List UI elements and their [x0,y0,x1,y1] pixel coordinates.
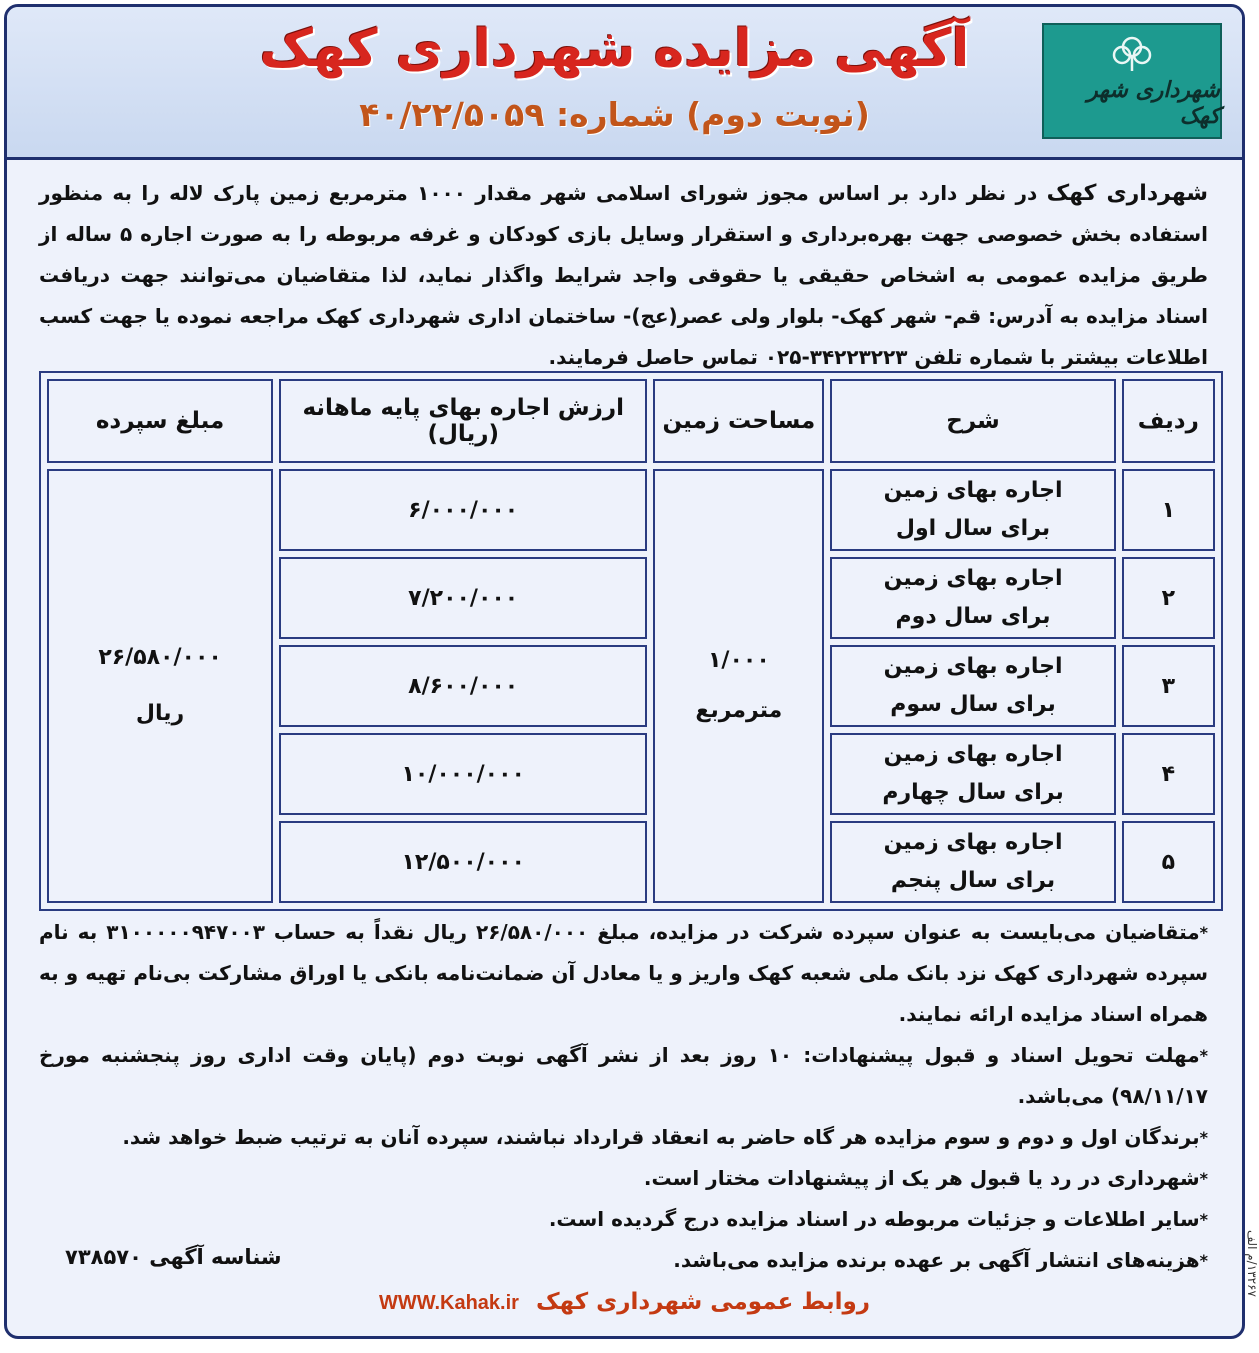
land-area-cell [653,469,824,903]
header-monthly-rent-line1: ارزش اجاره بهای پایه ماهانه [302,395,624,421]
row-description [830,821,1115,903]
terms-item: *سایر اطلاعات و جزئیات مربوطه در اسناد مزایده درج گردیده است. [548,1207,1208,1231]
deposit-cell [47,469,273,903]
terms-item: *برندگان اول و دوم و سوم مزایده هر گاه حاضر به انعقاد قرارداد نباشند، سپرده آنان به ترتیب ضبط خواهد شد. [122,1125,1208,1149]
row-monthly-rent: ۶/۰۰۰/۰۰۰ [279,469,647,551]
row-description-line1: اجاره بهای زمین [883,478,1063,503]
row-monthly-rent: ۱۲/۵۰۰/۰۰۰ [279,821,647,903]
row-description-line1: اجاره بهای زمین [883,742,1063,767]
row-number: ۳ [1122,645,1215,727]
table-header-row [47,379,1215,463]
row-monthly-rent: ۱۰/۰۰۰/۰۰۰ [279,733,647,815]
row-description-line1: اجاره بهای زمین [883,654,1063,679]
terms-item: *شهرداری در رد یا قبول هر یک از پیشنهادات مختار است. [643,1166,1208,1190]
header-row-number: ردیف [1122,379,1215,463]
intro-paragraph [39,173,1208,378]
terms-item: *مهلت تحویل اسناد و قبول پیشنهادات: ۱۰ روز بعد از نشر آگهی نوبت دوم (پایان وقت اداری روز پنجشنبه مورخ ۹۸/۱۱/۱۷) می‌باشد. [39,1043,1209,1108]
row-description-line1: اجاره بهای زمین [883,566,1063,591]
footer [7,1289,1242,1315]
header-deposit: مبلغ سپرده [47,379,273,463]
header-description: شرح [830,379,1115,463]
row-number: ۱ [1122,469,1215,551]
ad-header [7,7,1242,160]
deposit-value: ۲۶/۵۸۰/۰۰۰ [98,645,222,670]
row-monthly-rent: ۸/۶۰۰/۰۰۰ [279,645,647,727]
terms-item-text: متقاضیان می‌بایست به عنوان سپرده شرکت در مزایده، مبلغ ۲۶/۵۸۰/۰۰۰ ریال نقداً به حساب ۳۱۰۰۰۰۰۹۴۷۰۰۳ به نام سپرده شهرداری کهک نزد بانک ملی شعبه کهک واریز و یا معادل آن ضمانت‌نامه بانکی یا اوراق مشارکت بی‌نام تهیه و به همراه اسناد مزایده ارائه نمایند. [39,920,1208,1026]
terms-item-text: سایر اطلاعات و جزئیات مربوطه در اسناد مزایده درج گردیده است. [548,1207,1200,1231]
row-description-line2: برای سال اول [895,516,1051,541]
row-number: ۲ [1122,557,1215,639]
ad-title: آگهی مزایده شهرداری کهک [259,19,970,79]
land-area-unit: مترمربع [695,698,783,723]
header-land-area: مساحت زمین [653,379,824,463]
ad-identifier: شناسه آگهی ۷۳۸۵۷۰ [65,1245,282,1269]
flower-emblem-icon [1106,33,1158,73]
logo-text: شهرداری شهر کهک [1087,77,1220,129]
land-area-value: ۱/۰۰۰ [708,648,770,673]
terms-item-text: مهلت تحویل اسناد و قبول پیشنهادات: ۱۰ روز بعد از نشر آگهی نوبت دوم (پایان وقت اداری روز پنجشنبه مورخ ۹۸/۱۱/۱۷) می‌باشد. [39,1043,1208,1108]
terms-item: *متقاضیان می‌بایست به عنوان سپرده شرکت در مزایده، مبلغ ۲۶/۵۸۰/۰۰۰ ریال نقداً به حساب ۳۱۰۰۰۰۰۹۴۷۰۰۳ به نام سپرده شهرداری کهک نزد بانک ملی شعبه کهک واریز و یا معادل آن ضمانت‌نامه بانکی یا اوراق مشارکت بی‌نام تهیه و به همراه اسناد مزایده ارائه نمایند. [39,920,1208,1026]
row-number: ۵ [1122,821,1215,903]
auction-table [39,371,1223,911]
row-monthly-rent: ۷/۲۰۰/۰۰۰ [279,557,647,639]
header-monthly-rent [279,379,647,463]
deposit-unit: ریال [135,701,185,726]
terms-item-text: شهرداری در رد یا قبول هر یک از پیشنهادات مختار است. [643,1166,1200,1190]
row-description-line2: برای سال چهارم [882,780,1064,805]
intro-text: در نظر دارد بر اساس مجوز شورای اسلامی شهر مقدار ۱۰۰۰ مترمربع زمین پارک لاله را به منظور استفاده بخش خصوصی جهت بهره‌برداری و استقرار وسایل بازی کودکان و غرفه مربوطه را به صورت اجاره ۵ ساله از طریق مزایده عمومی به اشخاص حقیقی یا حقوقی واجد شرایط واگذار نماید، لذا متقاضیان می‌توانند جهت دریافت اسناد مزایده به آدرس: قم- شهر کهک- بلوار ولی عصر(عج)- ساختمان اداری شهرداری کهک مراجعه نموده یا جهت کسب اطلاعات بیشتر با شماره تلفن ۳۴۲۲۳۲۲۳-۰۲۵ تماس حاصل فرمایند. [39,181,1208,369]
row-description-line2: برای سال دوم [895,604,1051,629]
terms-item: *هزینه‌های انتشار آگهی بر عهده برنده مزایده می‌باشد. [673,1248,1208,1272]
municipality-logo [1042,23,1222,139]
ad-subtitle: (نوبت دوم) شماره: ۴۰/۲۲/۵۰۵۹ [359,95,870,134]
public-relations-label: روابط عمومی شهرداری کهک [536,1289,871,1315]
intro-lead: شهرداری کهک [1046,181,1208,206]
terms-list [39,912,1208,1281]
row-number: ۴ [1122,733,1215,815]
table-row [47,469,1215,551]
auction-advertisement [4,4,1245,1339]
side-code: ۱۳۲۶۷/م الف [1245,1230,1259,1297]
row-description-line1: اجاره بهای زمین [883,830,1063,855]
row-description [830,645,1115,727]
header-monthly-rent-line2: (ریال) [427,421,499,447]
website-link[interactable]: WWW.Kahak.ir [378,1292,519,1314]
row-description [830,557,1115,639]
row-description-line2: برای سال سوم [890,692,1056,717]
terms-item-text: برندگان اول و دوم و سوم مزایده هر گاه حاضر به انعقاد قرارداد نباشند، سپرده آنان به ترتیب ضبط خواهد شد. [122,1125,1200,1149]
row-description [830,469,1115,551]
row-description [830,733,1115,815]
terms-item-text: هزینه‌های انتشار آگهی بر عهده برنده مزایده می‌باشد. [673,1248,1200,1272]
row-description-line2: برای سال پنجم [890,868,1056,893]
